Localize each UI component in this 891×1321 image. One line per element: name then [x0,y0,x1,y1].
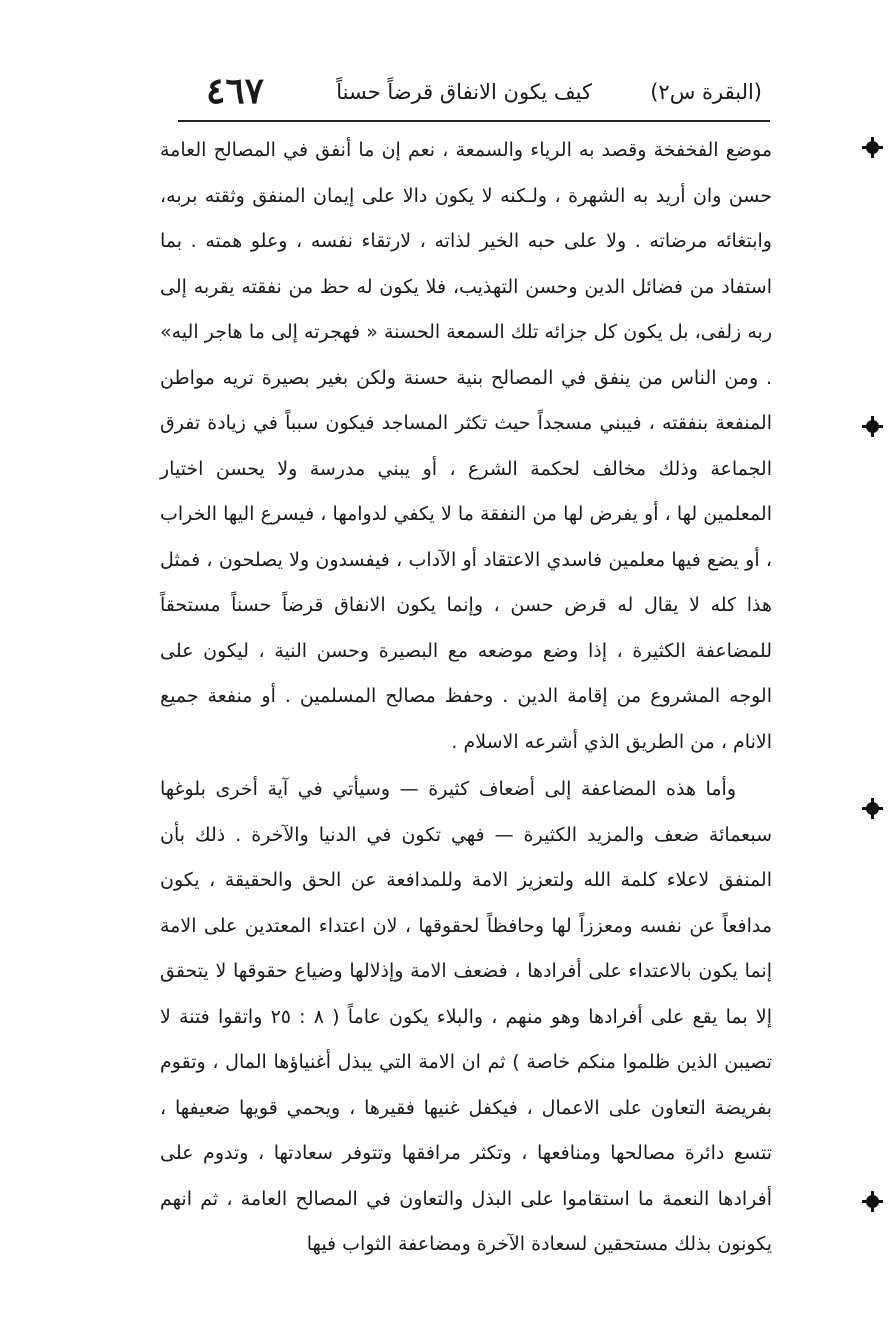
binding-hole-mark-1 [866,141,879,154]
header-rule [178,120,770,122]
binding-hole-mark-3 [866,802,879,815]
binding-hole-mark-2 [866,420,879,433]
body-text [160,128,772,1268]
paragraph-2: وأما هذه المضاعفة إلى أضعاف كثيرة — وسيأتي في آية أخرى بلوغها سبعمائة ضعف والمزيد الكثيرة — فهي تكون في الدنيا والآخرة . ذلك بأن المنفق لاعلاء كلمة الله ولتعزيز الامة وللمدافعة عن الحق والحقيقة ، يكون مدافعاً عن نفسه ومعززاً لها وحافظاً لحقوقها ، لان اعتداء المعتدين على الامة إنما يكون بالاعتداء على أفرادها ، فضعف الامة وإذلالها وضياع حقوقها لا يتحقق إلا بما يقع على أفرادها وهو منهم ، والبلاء يكون عاماً ( ٨ : ٢٥ واتقوا فتنة لا تصيبن الذين ظلموا منكم خاصة ) ثم ان الامة التي يبذل أغنياؤها المال ، وتقوم بفريضة التعاون على الاعمال ، فيكفل غنيها فقيرها ، ويحمي قويها ضعيفها ، تتسع دائرة مصالحها ومنافعها ، وتكثر مرافقها وتتوفر سعادتها ، وتدوم على أفرادها النعمة ما استقاموا على البذل والتعاون في المصالح العامة ، ثم انهم يكونون بذلك مستحقين لسعادة الآخرة ومضاعفة الثواب فيها [160,778,773,1255]
page-number: ٤٦٧ [206,70,265,112]
paragraph-1: موضع الفخفخة وقصد به الرياء والسمعة ، نعم إن ما أنفق في المصالح العامة حسن وان أريد به الشهرة ، ولـكنه لا يكون دالا على إيمان المنفق وثقته بربه، وابتغائه مرضاته . ولا على حبه الخير لذاته ، لارتقاء نفسه ، وعلو همته . بما استفاد من فضائل الدين وحسن التهذيب، فلا يكون له حظ من نفقته يقربه إلى ربه زلفى، بل يكون كل جزائه تلك السمعة الحسنة « فهجرته إلى ما هاجر اليه» . ومن الناس من ينفق في المصالح بنية حسنة ولكن بغير بصيرة تريه مواطن المنفعة بنفقته ، فيبني مسجداً حيث تكثر المساجد فيكون سبباً في زيادة تفرق الجماعة وذلك مخالف لحكمة الشرع ، أو يبني مدرسة ولا يحسن اختيار المعلمين لها ، أو يفرض لها من النفقة ما لا يكفي لدوامها ، فيسرع اليها الخراب ، أو يضع فيها معلمين فاسدي الاعتقاد أو الآداب ، فيفسدون ولا يصلحون ، فمثل هذا كله لا يقال له قرض حسن ، وإنما يكون الانفاق قرضاً حسناً مستحقاً للمضاعفة الكثيرة ، إذا وضع موضعه مع البصيرة وحسن النية ، ليكون على الوجه المشروع من إقامة الدين . وحفظ مصالح المسلمين . أو منفعة جميع الانام ، من الطريق الذي أشرعه الاسلام . [160,139,772,753]
page-header [178,72,770,120]
surah-reference: (البقرة س٢) [650,80,762,104]
running-title: كيف يكون الانفاق قرضاً حسناً [336,80,592,104]
binding-hole-mark-4 [866,1195,879,1208]
